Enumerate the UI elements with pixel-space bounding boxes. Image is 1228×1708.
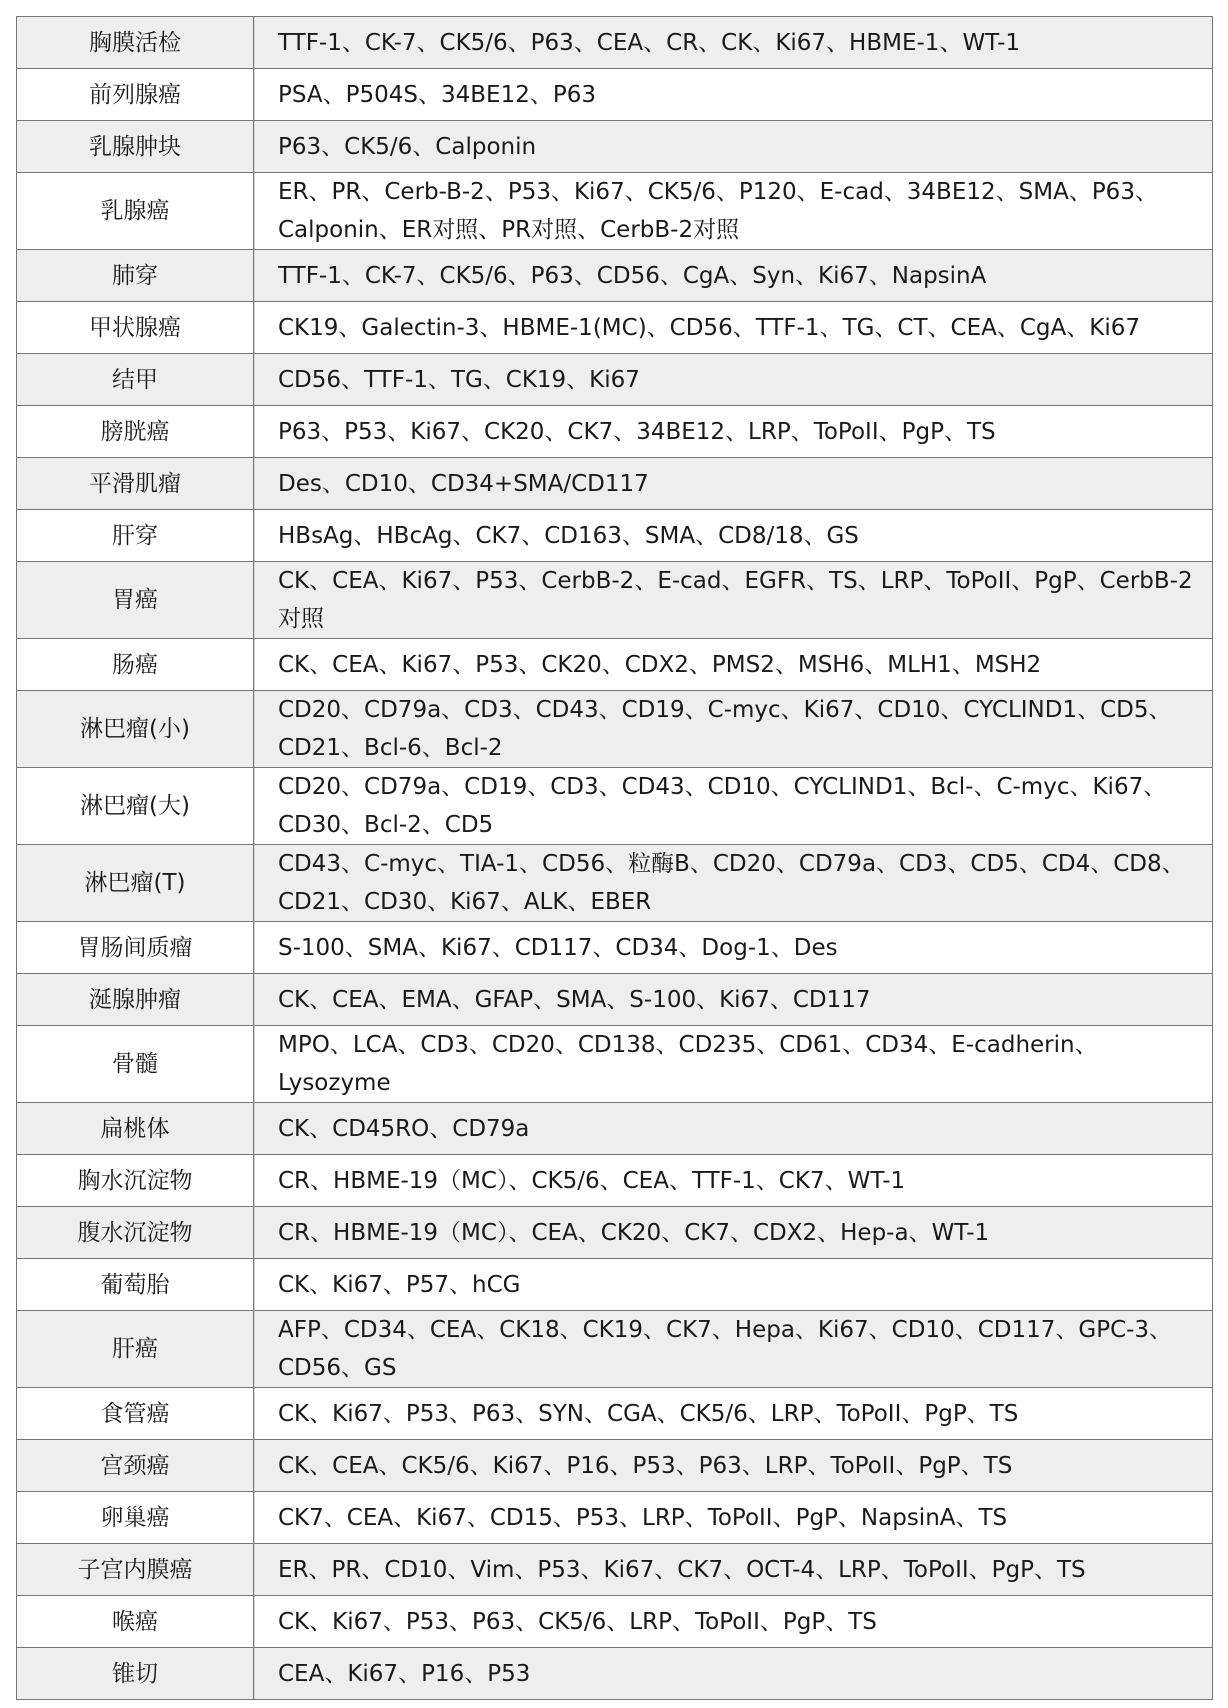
marker-list: AFP、CD34、CEA、CK18、CK19、CK7、Hepa、Ki67、CD10、CD117、GPC-3、CD56、GS [254,1311,1213,1388]
tissue-name: 胸膜活检 [17,17,254,69]
marker-table-body [17,17,1213,1700]
marker-list: ER、PR、CD10、Vim、P53、Ki67、CK7、OCT-4、LRP、ToPoII、PgP、TS [254,1544,1213,1596]
table-row [17,974,1213,1026]
tissue-name: 膀胱癌 [17,406,254,458]
marker-list: CK、CEA、Ki67、P53、CK20、CDX2、PMS2、MSH6、MLH1、MSH2 [254,639,1213,691]
table-row [17,354,1213,406]
tissue-name: 肠癌 [17,639,254,691]
marker-list: CK7、CEA、Ki67、CD15、P53、LRP、ToPoII、PgP、NapsinA、TS [254,1492,1213,1544]
tissue-name: 淋巴瘤(小) [17,691,254,768]
tissue-name: 骨髓 [17,1026,254,1103]
table-row [17,562,1213,639]
tissue-name: 甲状腺癌 [17,302,254,354]
marker-list: CD20、CD79a、CD19、CD3、CD43、CD10、CYCLIND1、Bcl-、C-myc、Ki67、CD30、Bcl-2、CD5 [254,768,1213,845]
tissue-name: 肺穿 [17,250,254,302]
marker-list: CK、Ki67、P53、P63、SYN、CGA、CK5/6、LRP、ToPoII、PgP、TS [254,1388,1213,1440]
table-row [17,768,1213,845]
table-row [17,69,1213,121]
tissue-name: 结甲 [17,354,254,406]
table-row [17,1388,1213,1440]
tissue-name: 涎腺肿瘤 [17,974,254,1026]
marker-list: CK、CEA、Ki67、P53、CerbB-2、E-cad、EGFR、TS、LRP、ToPoII、PgP、CerbB-2对照 [254,562,1213,639]
table-row [17,250,1213,302]
marker-list: ER、PR、Cerb-B-2、P53、Ki67、CK5/6、P120、E-cad、34BE12、SMA、P63、Calponin、ER对照、PR对照、CerbB-2对照 [254,173,1213,250]
marker-list: CR、HBME-19（MC）、CEA、CK20、CK7、CDX2、Hep-a、WT-1 [254,1207,1213,1259]
table-row [17,639,1213,691]
tissue-name: 胃癌 [17,562,254,639]
marker-list: CK、Ki67、P57、hCG [254,1259,1213,1311]
marker-list: Des、CD10、CD34+SMA/CD117 [254,458,1213,510]
marker-list: CK、CEA、EMA、GFAP、SMA、S-100、Ki67、CD117 [254,974,1213,1026]
table-row [17,458,1213,510]
marker-list: HBsAg、HBcAg、CK7、CD163、SMA、CD8/18、GS [254,510,1213,562]
marker-list: CD43、C-myc、TIA-1、CD56、粒酶B、CD20、CD79a、CD3、CD5、CD4、CD8、CD21、CD30、Ki67、ALK、EBER [254,845,1213,922]
marker-list: TTF-1、CK-7、CK5/6、P63、CEA、CR、CK、Ki67、HBME-1、WT-1 [254,17,1213,69]
marker-list: PSA、P504S、34BE12、P63 [254,69,1213,121]
marker-list: P63、P53、Ki67、CK20、CK7、34BE12、LRP、ToPoII、PgP、TS [254,406,1213,458]
tissue-name: 胃肠间质瘤 [17,922,254,974]
table-row [17,121,1213,173]
marker-list: CD56、TTF-1、TG、CK19、Ki67 [254,354,1213,406]
marker-list: MPO、LCA、CD3、CD20、CD138、CD235、CD61、CD34、E-cadherin、Lysozyme [254,1026,1213,1103]
tissue-name: 胸水沉淀物 [17,1155,254,1207]
tissue-name: 卵巢癌 [17,1492,254,1544]
table-row [17,1544,1213,1596]
tissue-name: 前列腺癌 [17,69,254,121]
table-row [17,302,1213,354]
tissue-name: 扁桃体 [17,1103,254,1155]
marker-list: P63、CK5/6、Calponin [254,121,1213,173]
table-row [17,1103,1213,1155]
marker-list: CK、CEA、CK5/6、Ki67、P16、P53、P63、LRP、ToPoII、PgP、TS [254,1440,1213,1492]
table-row [17,406,1213,458]
tissue-name: 喉癌 [17,1596,254,1648]
marker-list: CK19、Galectin-3、HBME-1(MC)、CD56、TTF-1、TG、CT、CEA、CgA、Ki67 [254,302,1213,354]
table-row [17,1596,1213,1648]
table-row [17,845,1213,922]
tissue-name: 宫颈癌 [17,1440,254,1492]
tissue-name: 平滑肌瘤 [17,458,254,510]
table-row [17,1259,1213,1311]
marker-list: CK、CD45RO、CD79a [254,1103,1213,1155]
table-row [17,1648,1213,1700]
table-row [17,1311,1213,1388]
tissue-name: 淋巴瘤(大) [17,768,254,845]
tissue-name: 乳腺肿块 [17,121,254,173]
marker-table [16,16,1213,1700]
table-row [17,1440,1213,1492]
table-row [17,1155,1213,1207]
tissue-name: 子宫内膜癌 [17,1544,254,1596]
table-row [17,173,1213,250]
tissue-name: 腹水沉淀物 [17,1207,254,1259]
tissue-name: 肝癌 [17,1311,254,1388]
table-row [17,691,1213,768]
tissue-name: 食管癌 [17,1388,254,1440]
marker-list: CK、Ki67、P53、P63、CK5/6、LRP、ToPoII、PgP、TS [254,1596,1213,1648]
marker-list: CR、HBME-19（MC）、CK5/6、CEA、TTF-1、CK7、WT-1 [254,1155,1213,1207]
marker-list: CEA、Ki67、P16、P53 [254,1648,1213,1700]
table-row [17,922,1213,974]
table-row [17,1207,1213,1259]
table-row [17,1492,1213,1544]
table-row [17,17,1213,69]
marker-list: TTF-1、CK-7、CK5/6、P63、CD56、CgA、Syn、Ki67、NapsinA [254,250,1213,302]
tissue-name: 锥切 [17,1648,254,1700]
table-row [17,1026,1213,1103]
marker-list: S-100、SMA、Ki67、CD117、CD34、Dog-1、Des [254,922,1213,974]
tissue-name: 肝穿 [17,510,254,562]
table-row [17,510,1213,562]
tissue-name: 葡萄胎 [17,1259,254,1311]
tissue-name: 乳腺癌 [17,173,254,250]
tissue-name: 淋巴瘤(T) [17,845,254,922]
marker-list: CD20、CD79a、CD3、CD43、CD19、C-myc、Ki67、CD10、CYCLIND1、CD5、CD21、Bcl-6、Bcl-2 [254,691,1213,768]
